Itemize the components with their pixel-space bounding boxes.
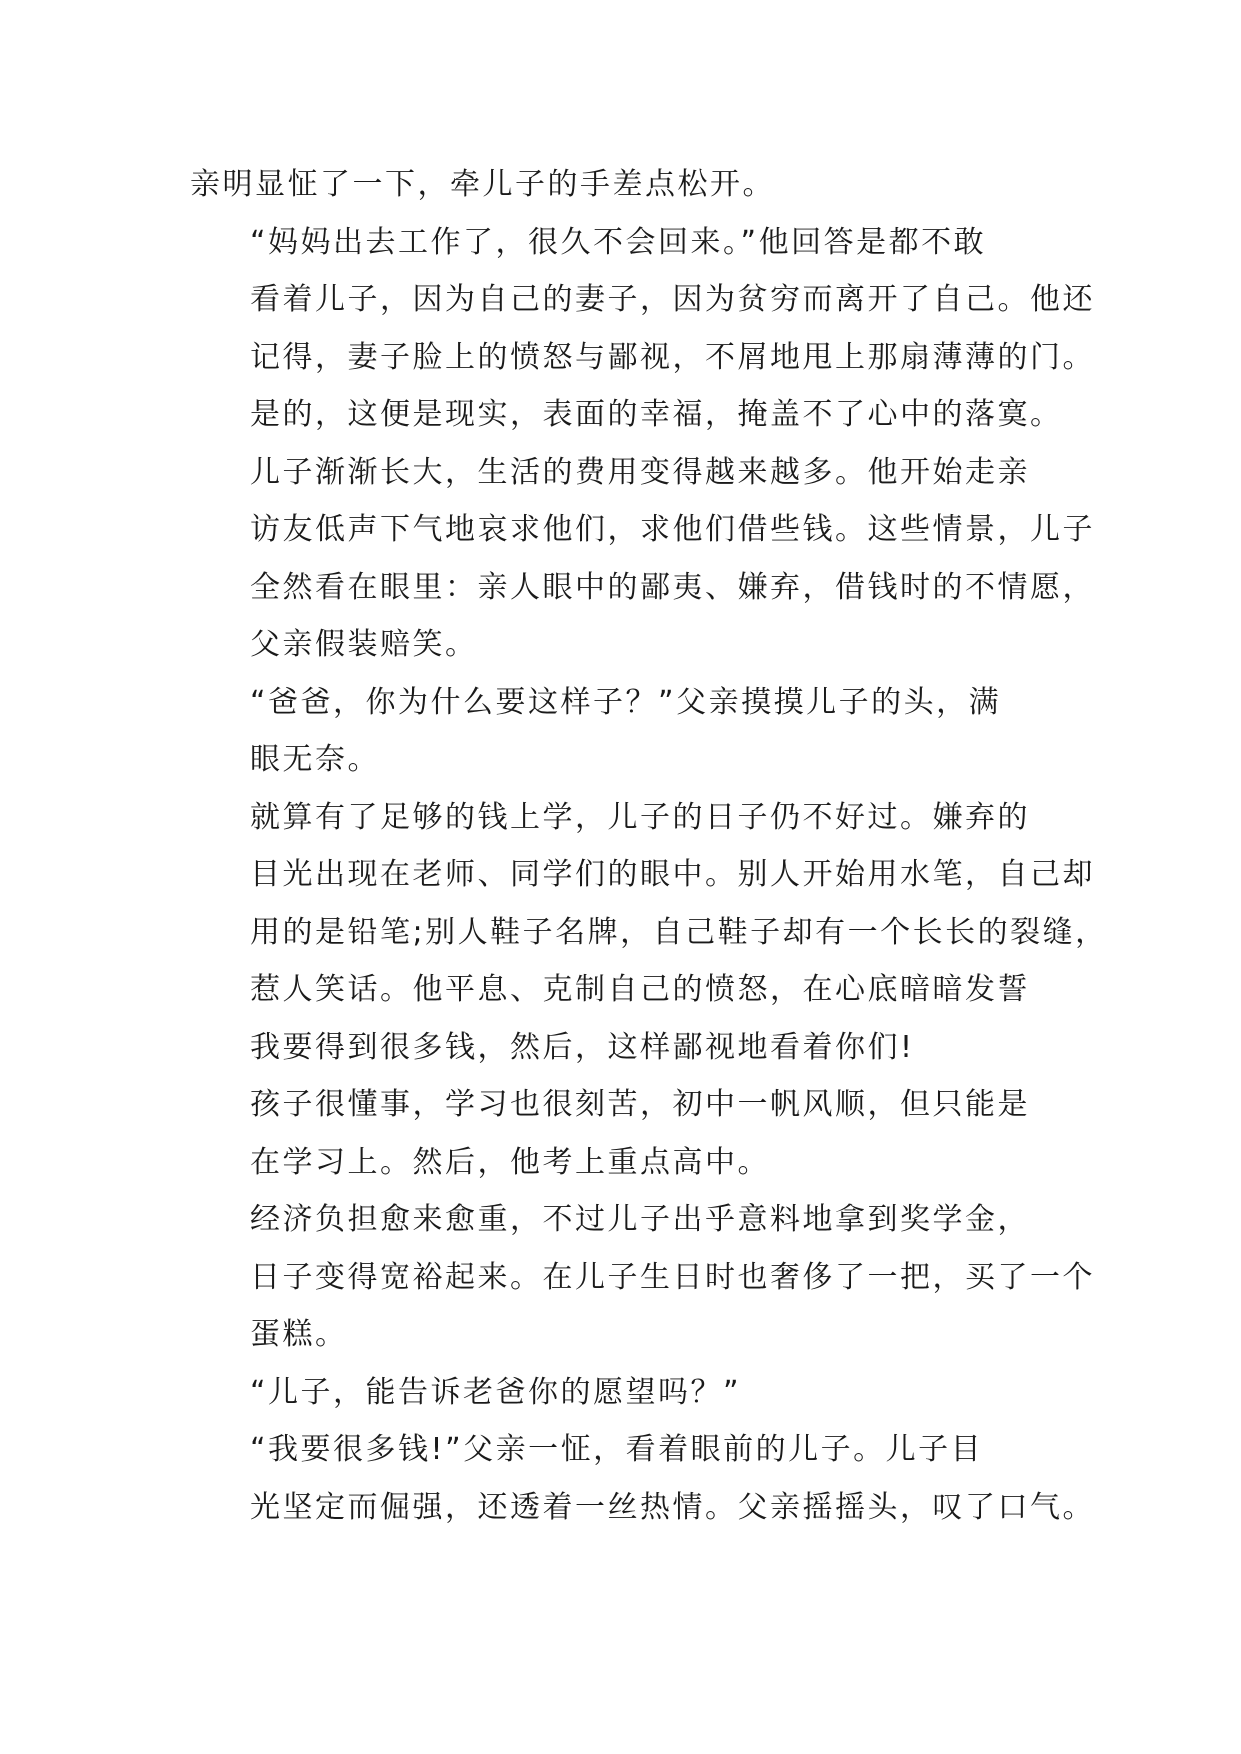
paragraph [190, 214, 1095, 444]
text-line: 孩子很懂事，学习也很刻苦，初中一帆风顺，但只能是 [250, 1087, 1030, 1122]
paragraph [190, 789, 1108, 1019]
paragraph [190, 444, 1095, 674]
text-line: 眼无奈。 [250, 742, 380, 777]
text-line: 在学习上。然后，他考上重点高中。 [250, 1144, 770, 1180]
paragraph [190, 1191, 1095, 1364]
text-line: 记得，妻子脸上的愤怒与鄙视，不屑地甩上那扇薄薄的门。 [250, 339, 1095, 375]
text-line: 父亲假装赔笑。 [250, 627, 478, 662]
text-line: “我要很多钱!”父亲一怔，看着眼前的儿子。儿子目 [250, 1432, 984, 1467]
text-line: 是的，这便是现实，表面的幸福，掩盖不了心中的落寞。 [250, 397, 1063, 432]
body-text [190, 156, 1108, 1536]
text-line: 访友低声下气地哀求他们，求他们借些钱。这些情景，儿子 [250, 512, 1095, 547]
text-line: 蛋糕。 [250, 1317, 348, 1352]
text-line: 经济负担愈来愈重，不过儿子出乎意料地拿到奖学金， [250, 1202, 1030, 1237]
text-line: 我要得到很多钱，然后，这样鄙视地看着你们! [250, 1029, 915, 1065]
text-line: 光坚定而倔强，还透着一丝热情。父亲摇摇头，叹了口气。 [250, 1489, 1095, 1525]
text-line: 目光出现在老师、同学们的眼中。别人开始用水笔，自己却 [250, 857, 1095, 892]
text-line: 惹人笑话。他平息、克制自己的愤怒，在心底暗暗发誓 [250, 972, 1030, 1007]
text-line: 儿子渐渐长大，生活的费用变得越来越多。他开始走亲 [250, 454, 1030, 490]
text-line: 全然看在眼里：亲人眼中的鄙夷、嫌弃，借钱时的不情愿， [250, 569, 1095, 605]
text-line: 就算有了足够的钱上学，儿子的日子仍不好过。嫌弃的 [250, 799, 1030, 835]
paragraph [190, 1019, 1080, 1077]
text-line: 看着儿子，因为自己的妻子，因为贫穷而离开了自己。他还 [250, 282, 1095, 317]
paragraph [190, 156, 1080, 214]
paragraph [190, 1076, 1080, 1191]
text-line: 日子变得宽裕起来。在儿子生日时也奢侈了一把，买了一个 [250, 1259, 1095, 1295]
text-line: “爸爸，你为什么要这样子？”父亲摸摸儿子的头，满 [250, 684, 1002, 720]
paragraph [190, 1364, 1080, 1422]
text-line: “儿子，能告诉老爸你的愿望吗？” [250, 1374, 742, 1410]
text-line: 用的是铅笔;别人鞋子名牌，自己鞋子却有一个长长的裂缝， [250, 914, 1108, 950]
paragraph [190, 674, 1080, 789]
text-line: “妈妈出去工作了，很久不会回来。”他回答是都不敢 [250, 224, 987, 260]
text-line: 亲明显怔了一下，牵儿子的手差点松开。 [190, 167, 775, 202]
paragraph [190, 1421, 1095, 1536]
